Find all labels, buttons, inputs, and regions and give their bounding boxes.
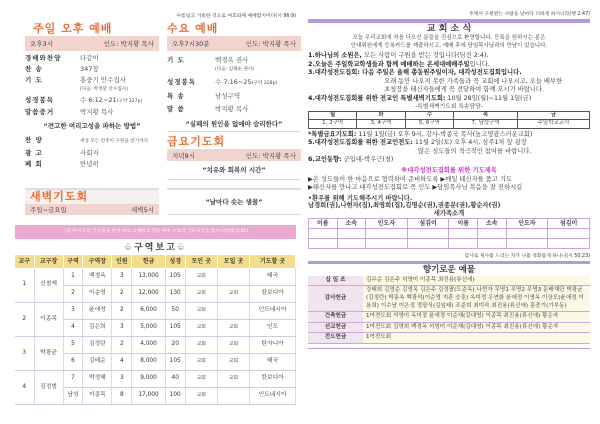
parish-leader: 이종목 [34,302,63,336]
table-cell: 13,000 [132,268,166,285]
row-value-text: 다같이 [80,54,99,62]
divider [308,348,590,349]
table-cell: 100 [165,387,185,404]
table-cell: 8 [112,387,132,404]
table-row [15,268,296,285]
offering-type: 선교헌금 [308,322,363,333]
table-cell: 105 [165,319,185,336]
column-header: 소속 [337,218,366,228]
wednesday-bar [167,36,301,51]
table-cell: 5,000 [132,319,166,336]
news-3-label: 3.대각성전도집회: [308,69,360,77]
table-cell: 교회 [217,285,249,302]
empty-cell [337,228,366,238]
offering-list [308,276,590,344]
friday-bar [167,149,301,161]
table-row [15,370,296,387]
news-1-text: 모든 사람이 구원을 받는 것입니다(딤전 2:4). [361,52,489,59]
table-cell: 3 [112,268,132,285]
table-cell: 교회 [217,370,249,387]
table-cell: 5 [63,336,83,353]
row-label: 경배와찬양 [25,54,62,62]
friday-theme: “치유와 회복의 시간” [167,161,301,180]
news-1 [308,52,590,61]
service-row [167,56,301,73]
row-value [80,76,159,93]
welcome-1: 안내위원에게 등록카드를 제출하시고, 예배 후에 담임목사님과의 만남이 있습니다. [350,42,548,49]
offering-names: 김무순 김은주 석영미 이종목 최진용(류신애) [363,276,590,286]
empty-cell [449,238,478,248]
table-cell: 105 [165,268,185,285]
empty-cell [506,228,548,238]
news-2 [308,61,590,70]
news-title: 교 회 소 식 [426,24,472,34]
news-1-label: 1.하나님의 소원은, [308,52,362,59]
day-header: 목 [454,111,518,120]
empty-cell [366,238,408,248]
row-sub: (다음: 박정달 안수집사) [80,87,128,92]
table-cell: 박정혜 [83,370,112,387]
row-value-text: 남성구역 [215,92,241,100]
news-4 [308,95,590,104]
dawn-days: 주일~금요일 [30,206,67,214]
friday-special-label: *특별금요기도회: [308,130,357,138]
day-assignment: 7, 남성구역 [454,120,518,129]
day-assignment: 주일학교교사 [518,120,590,129]
sunday-service [25,22,159,180]
left-column [15,13,296,405]
column-header: 소속 [478,218,507,228]
empty-cell [309,238,338,248]
top-quote-right: 주께서 구원받는 사람을 날마다 더하게 하시니라(행 2:47) [469,12,590,17]
row-value-text: 수 7:16~25 [215,78,252,86]
service-row [25,76,159,93]
column-header: 인도자 [366,218,408,228]
service-row [167,78,301,87]
table-cell: 7 [63,370,83,387]
new-family-table [308,218,590,249]
table-cell: 105 [165,353,185,370]
wednesday-title: 수요 예배 [167,22,219,35]
column-header: 인원 [112,255,132,268]
table-cell: 8,000 [132,353,166,370]
new-family-title: 새가족소개 [433,209,465,217]
empty-cell [309,228,338,238]
row-value [215,78,301,87]
column-header: 기도할 곳 [250,255,296,268]
parish-number: 1 [15,268,34,302]
column-header: 이름 [309,218,338,228]
table-cell: 교회 [217,336,249,353]
day-assignment: 1, 2구역 [309,120,357,129]
offering-row [308,312,590,323]
service-row [25,136,159,146]
row-label: 기 도 [25,76,43,84]
table-cell: 인도 [250,319,296,336]
table-cell: 교회 [185,319,217,336]
news-6 [308,156,590,165]
column-header: 교구장 [34,255,63,268]
dawn-bar [25,204,159,215]
friday-title: 금요기도회 [167,135,226,148]
news-4-text: 10월 28일(월)~11월 1일(금) [445,94,532,102]
parish-leader: 김정범 [34,370,63,404]
district-title: ♧구역보고♧ [124,243,187,253]
empty-cell [478,238,507,248]
day-header: 화 [357,111,405,120]
row-value-text: 사회자 [80,149,99,157]
row-value [80,160,159,168]
table-cell: 김정란 [83,336,112,353]
service-row [167,105,301,113]
row-value [80,108,159,116]
dawn-title: 새벽기도회 [30,190,89,203]
welcome-0: 오늘 우리교회에 처음 나오신 분들을 진심으로 환영합니다. 등록을 원하시는 분은 [352,35,546,41]
row-value [80,96,159,105]
table-cell: 교회 [185,353,217,370]
table-cell: 3 [112,319,132,336]
table-cell [217,387,249,404]
offering-row [308,286,590,312]
parish-number: 2 [15,302,34,336]
service-row [167,92,301,100]
row-label: 말씀증거 [25,108,55,116]
news-2-text: 입니다. [469,60,490,68]
offering-type: 건축헌금 [308,312,363,323]
parish-leader: 신철재 [34,268,63,302]
row-label: 말 씀 [167,105,185,113]
table-cell: 캄보디아 [250,370,296,387]
column-header: 섬김이 [407,218,449,228]
offering-type: 전도헌금 [308,333,363,344]
table-cell: 2 [63,285,83,302]
table-cell: 캄보디아 [250,285,296,302]
news-2-label: 2.오늘은 주일학교학생들과 함께 예배하는 온세대예배주일 [308,60,470,68]
news-6-text: 군입대-박우근(청) [341,156,394,164]
table-cell: 50 [165,302,185,319]
table-cell: 4 [112,353,132,370]
table-cell: 2 [112,302,132,319]
sunday-closing [25,136,159,168]
top-quote-left: 아름답고 거룩한 것으로 여호와께 예배할지어다(시 96:9) [176,14,296,19]
row-value [215,92,301,100]
column-header: 모인 곳 [185,255,217,268]
dawn-section [15,188,296,215]
empty-cell [548,238,590,248]
table-cell: 김은희 [83,319,112,336]
offering-quote: 감사로 제사를 드리는 자가 나를 영화롭게 하나니(시 50:23) [464,253,590,259]
day-assignment: 3, 4구역 [357,120,405,129]
prayer-title: ※대각성전도집회를 위한 기도제목 [401,166,497,174]
news-3-text: 다음 주일은 올해 총동원주일이자, 대각성전도집회입니다. [359,69,522,77]
table-cell: 윤애정 [83,302,112,319]
service-row [25,96,159,105]
row-value [80,136,159,146]
row-label: 찬 송 [25,65,43,73]
row-value-text: 안녕히 [80,160,99,168]
parish-number: 3 [15,336,34,370]
table-cell: 3 [63,302,83,319]
table-cell: 이종목 [83,387,112,404]
district-title-text: 구역보고 [134,243,177,253]
empty-cell [366,228,408,238]
table-cell: 9,000 [132,370,166,387]
sick-list: 남경희(권),나현자(집),최영희(집),김명순(권),권종분(권),황순자(권) [308,202,501,210]
empty-cell [478,228,507,238]
dawn-time: 새벽5시 [131,206,154,214]
table-cell: 40 [165,370,185,387]
table-row [15,302,296,319]
table-cell: 12,000 [132,285,166,302]
special-title: -특별새벽기도회 특송담당- [415,103,483,110]
column-header: 이름 [449,218,478,228]
wednesday-order [167,56,301,113]
row-value [80,149,159,157]
table-cell: 교회 [185,302,217,319]
sunday-sermon: “견고한 여리고성을 파하는 방법” [43,122,141,130]
table-cell: 인도네시아 [250,387,296,404]
table-cell: 백경옥 [83,268,112,285]
sunday-leader: 인도: 박지황 목사 [103,40,154,48]
table-cell: 교회 [217,353,249,370]
parish-leader: 박광균 [34,336,63,370]
column-header: 모일 곳 [217,255,249,268]
wednesday-leader: 인도: 박지황 목사 [245,40,296,48]
column-header: 인도자 [506,218,548,228]
table-cell: 2 [112,336,132,353]
service-row [25,54,159,62]
row-value-text: 박지황 목사 [215,105,249,113]
offering-names: 1여전도회 [363,333,590,344]
row-label: 광 고 [25,149,43,157]
wednesday-sermon: “실패의 원인을 없애야 승리한다” [167,117,301,132]
services [15,22,296,180]
offering-names: 1여전도회 김명희 백경옥 석영미 이순재(김대영) 이종목 최진용(류신애) 황순자 [363,322,590,333]
wednesday-friday [167,22,301,180]
sick-title: •환우를 위해 기도해주시기 바랍니다. [308,194,413,202]
column-header: 섬김이 [548,218,590,228]
table-cell: 태국 [250,353,296,370]
empty-cell [449,228,478,238]
day-assignment: 5, 6구역 [405,120,453,129]
empty-cell [548,228,590,238]
row-label: 성경봉독 [167,78,197,86]
table-cell: 130 [165,285,185,302]
table-cell [217,302,249,319]
row-value-text: 347장 [80,65,99,73]
news-5-label: 5.대각성전도집회를 위한 전교인전도: [308,139,413,147]
news-3-line: 오래 동안 나오지 못한 가족들과 꼭 교회에 나오시고, 오늘 배부한 [384,77,563,85]
table-cell: 교회 [185,336,217,353]
district-report [15,255,296,405]
table-cell: 1 [63,268,83,285]
service-row [25,160,159,168]
friday-special [308,131,590,140]
row-note: (구약 327p) [116,99,143,104]
column-header: 구역장 [83,255,112,268]
friday-special-text: 11월 1일(금) 오후 9시, 강사-박종국 목사(높고영광스러운교회) [356,130,533,138]
day-header: 금 [518,111,590,120]
table-cell [217,268,249,285]
table-cell: 20 [165,336,185,353]
sunday-time: 오후3시 [30,40,53,48]
row-value [80,54,159,62]
table-row [15,336,296,353]
wednesday-time: 오후7시30분 [172,40,210,48]
friday-leader: 인도: 박지황 목사 [245,151,296,160]
dawn-prayer [25,188,159,215]
news-5-text: 11월 2일(토) 오후 4시, 삼주1차 앞 광장 [412,139,527,147]
offering-names: 1여전도회 석영미 옥미정 윤애정 이순재(김대영) 이종목 최진용(류신애) 황순자 [363,312,590,323]
news-4-label: 4.대각성전도집회를 위한 전교인 특별새벽기도회: [308,94,446,102]
news-5-line: 많은 성도들의 적극적인 참여를 바랍니다. [418,147,532,155]
table-cell: 6 [63,353,83,370]
news-5 [308,139,590,148]
row-value-text: 수 6:12~21 [80,96,117,104]
right-column [308,11,590,349]
service-row [25,108,159,116]
table-cell: 태국 [250,268,296,285]
dawn-theme: “날마다 솟는 샘물” [167,188,301,215]
row-value-text: 세상 모든 민족이 구원을 얻기까지 [80,139,148,144]
sunday-order [25,54,159,116]
service-row [25,65,159,73]
table-cell: 6,000 [132,302,166,319]
prayer-1: ▶태신자를 만나고 대각성전도집회로 꼭 인도 ▶담임목사님 복음을 잘 전하시길 [308,184,523,192]
row-value [80,65,159,73]
table-cell: 김태순 [83,353,112,370]
day-header: 수 [405,111,453,120]
table-cell: 3 [112,370,132,387]
table-cell: 인도네시아 [250,302,296,319]
table-cell: 교회 [185,387,217,404]
news-6-label: 6.교인동향: [308,156,342,164]
offering-names: 강태희 김영순 김영옥 김은주 김정팔(도준옥) 나현자 무명1 무명2 무명3 문배재단 박광균(김정란) 박홍옥 백광석(이순영 지훈 승훈) 옥미정 우연화 윤애정 이영옥 이상도(윤애정 이용희) 이수남 이은정 정광식(김임태) 조준희 최미숙 최진용(류신애) 홍중기(기부동) [363,286,590,312]
row-label: 특 송 [167,92,185,100]
row-note: (구약 328p) [251,81,278,86]
table-cell: 4,000 [132,336,166,353]
column-header: 구역 [63,255,83,268]
empty-cell [407,238,449,248]
church-news [308,35,590,249]
news-3 [308,69,590,78]
prayer-0: ▶온 성도들이 한 마음으로 협력하여 준비하도록 ▶매일 태신자를 품고 기도 [308,175,513,183]
sunday-bar [25,36,159,51]
row-value-text: 백경옥 권사 [215,56,249,64]
table-cell: 남성 [63,387,83,404]
table-cell: 탄자니아 [250,336,296,353]
column-header: 성경 [165,255,185,268]
row-label: 폐 회 [25,160,43,168]
friday-time: 저녁9시 [172,151,195,160]
parish-number: 4 [15,370,34,404]
row-label: 성경봉독 [25,96,55,104]
table-cell: 교회 [185,370,217,387]
row-value-text: 박지황 목사 [80,108,114,116]
row-label: 찬 양 [25,136,43,144]
row-value-text: 홍중기 안수집사 [80,76,127,84]
table-cell: 2 [112,285,132,302]
offering-row [308,322,590,333]
sunday-title: 주일 오후 예배 [33,22,113,35]
table-cell: 교회 [185,285,217,302]
service-row [25,149,159,157]
row-value [215,105,301,113]
row-value [215,56,301,73]
scripture-banner: 그들이 사도의 가르침을 받아 서로 교제하고 떡을 떼며 오로지 기도하기를 힘쓰니라(행 2:42) [15,225,296,239]
offering-type: 감사헌금 [308,286,363,312]
day-header: 월 [309,111,357,120]
special-dawn-table [308,111,590,129]
news-3-line: 초청장을 태신자들에게 꼭 전달하여 함께 오시기 바랍니다. [384,86,544,94]
table-cell: 4 [63,319,83,336]
offering-type: 십 일 조 [308,276,363,286]
empty-cell [506,238,548,248]
row-label: 기 도 [167,56,185,64]
offering-title: 향기로운 예물 [422,264,476,275]
column-header: 헌금 [132,255,166,268]
empty-cell [337,238,366,248]
column-header: 교구 [15,255,34,268]
offering-row [308,333,590,344]
row-sub: (다음: 김태순 권사) [215,67,255,72]
table-cell: 이순영 [83,285,112,302]
table-cell: 교회 [185,268,217,285]
table-cell: 교회 [217,319,249,336]
table-cell: 17,000 [132,387,166,404]
empty-cell [407,228,449,238]
offering-row [308,276,590,286]
